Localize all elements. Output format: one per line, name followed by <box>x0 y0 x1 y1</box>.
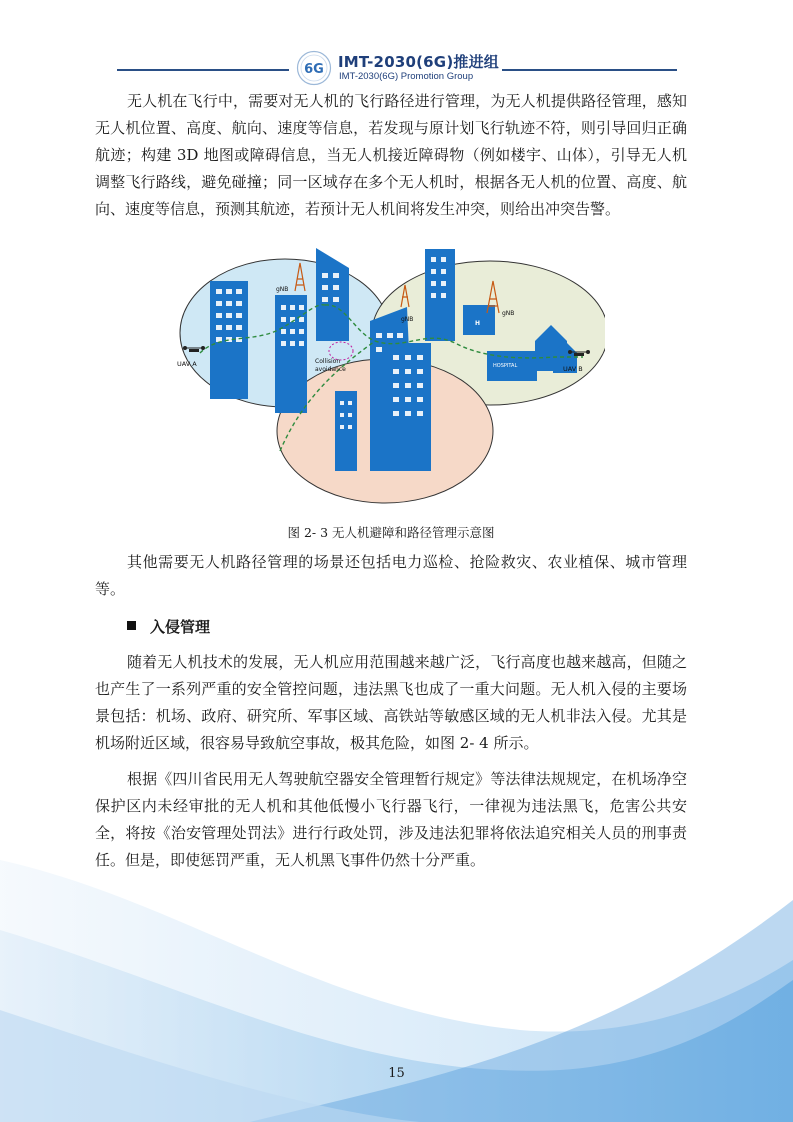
building-8 <box>335 391 357 471</box>
label-uav-a: UAV A <box>177 360 197 368</box>
page-header <box>0 40 793 90</box>
uav-scenario-diagram <box>175 233 605 515</box>
paragraph-path-management: 无人机在飞行中，需要对无人机的飞行路径进行管理，为无人机提供路径管理，感知无人机位置、高度、航向、速度等信息，若发现与原计划飞行轨迹不符，则引导回归正确航迹；构建 3D 地图或障碍信息，当无人机接近障碍物（例如楼宇、山体），引导无人机调整飞行路线，避免碰撞；同一区域存在多个无人机时，根据各无人机的位置、高度、航向、速度等信息，预测其航迹，若预计无人机间将发生冲突，则给出冲突告警。 <box>95 92 687 218</box>
imt2030-logo <box>296 50 332 86</box>
page-content <box>95 88 687 874</box>
section-heading <box>127 615 687 639</box>
header-rule-right <box>502 69 677 71</box>
label-h-sign: H <box>475 320 481 327</box>
building-2 <box>275 295 307 413</box>
section-heading-text: 入侵管理 <box>150 618 211 636</box>
building-7 <box>387 343 431 471</box>
square-bullet-icon <box>127 621 136 630</box>
figure-uav-path-management <box>95 233 687 515</box>
label-gnb-mid: gNB <box>401 316 414 323</box>
building-3 <box>316 248 349 341</box>
figure-caption: 图 2- 3 无人机避障和路径管理示意图 <box>287 525 495 540</box>
brand-subtitle: IMT-2030(6G) Promotion Group <box>339 71 474 82</box>
label-uav-b: UAV B <box>563 365 583 373</box>
label-gnb-left: gNB <box>276 286 289 293</box>
label-collision-2: avoidance <box>315 366 346 373</box>
header-rule-left <box>117 69 289 71</box>
paragraph-regulations: 根据《四川省民用无人驾驶航空器安全管理暂行规定》等法律法规规定，在机场净空保护区内未经审批的无人机和其他低慢小飞行器飞行，一律视为违法黑飞，危害公共安全，将按《治安管理处罚法》进行行政处罚，涉及违法犯罪将依法追究相关人员的刑事责任。但是，即使惩罚严重，无人机黑飞事件仍然十分严重。 <box>95 770 687 869</box>
paragraph-other-scenarios: 其他需要无人机路径管理的场景还包括电力巡检、抢险救灾、农业植保、城市管理等。 <box>95 553 687 598</box>
building-4 <box>425 249 455 341</box>
label-hospital: HOSPITAL <box>493 363 518 369</box>
logo-text: 6G <box>304 62 324 77</box>
label-collision-1: Collision <box>315 358 341 365</box>
paragraph-intrusion: 随着无人机技术的发展，无人机应用范围越来越广泛，飞行高度也越来越高，但随之也产生了一系列严重的安全管控问题，违法黑飞也成了一重大问题。无人机入侵的主要场景包括：机场、政府、研究所、军事区域、高铁站等敏感区域的无人机非法入侵。尤其是机场附近区域，很容易导致航空事故，极其危险，如图 2- 4 所示。 <box>95 653 687 752</box>
page-number: 15 <box>388 1066 405 1081</box>
brand-title: IMT-2030(6G)推进组 <box>338 53 499 71</box>
label-gnb-right: gNB <box>502 310 515 317</box>
